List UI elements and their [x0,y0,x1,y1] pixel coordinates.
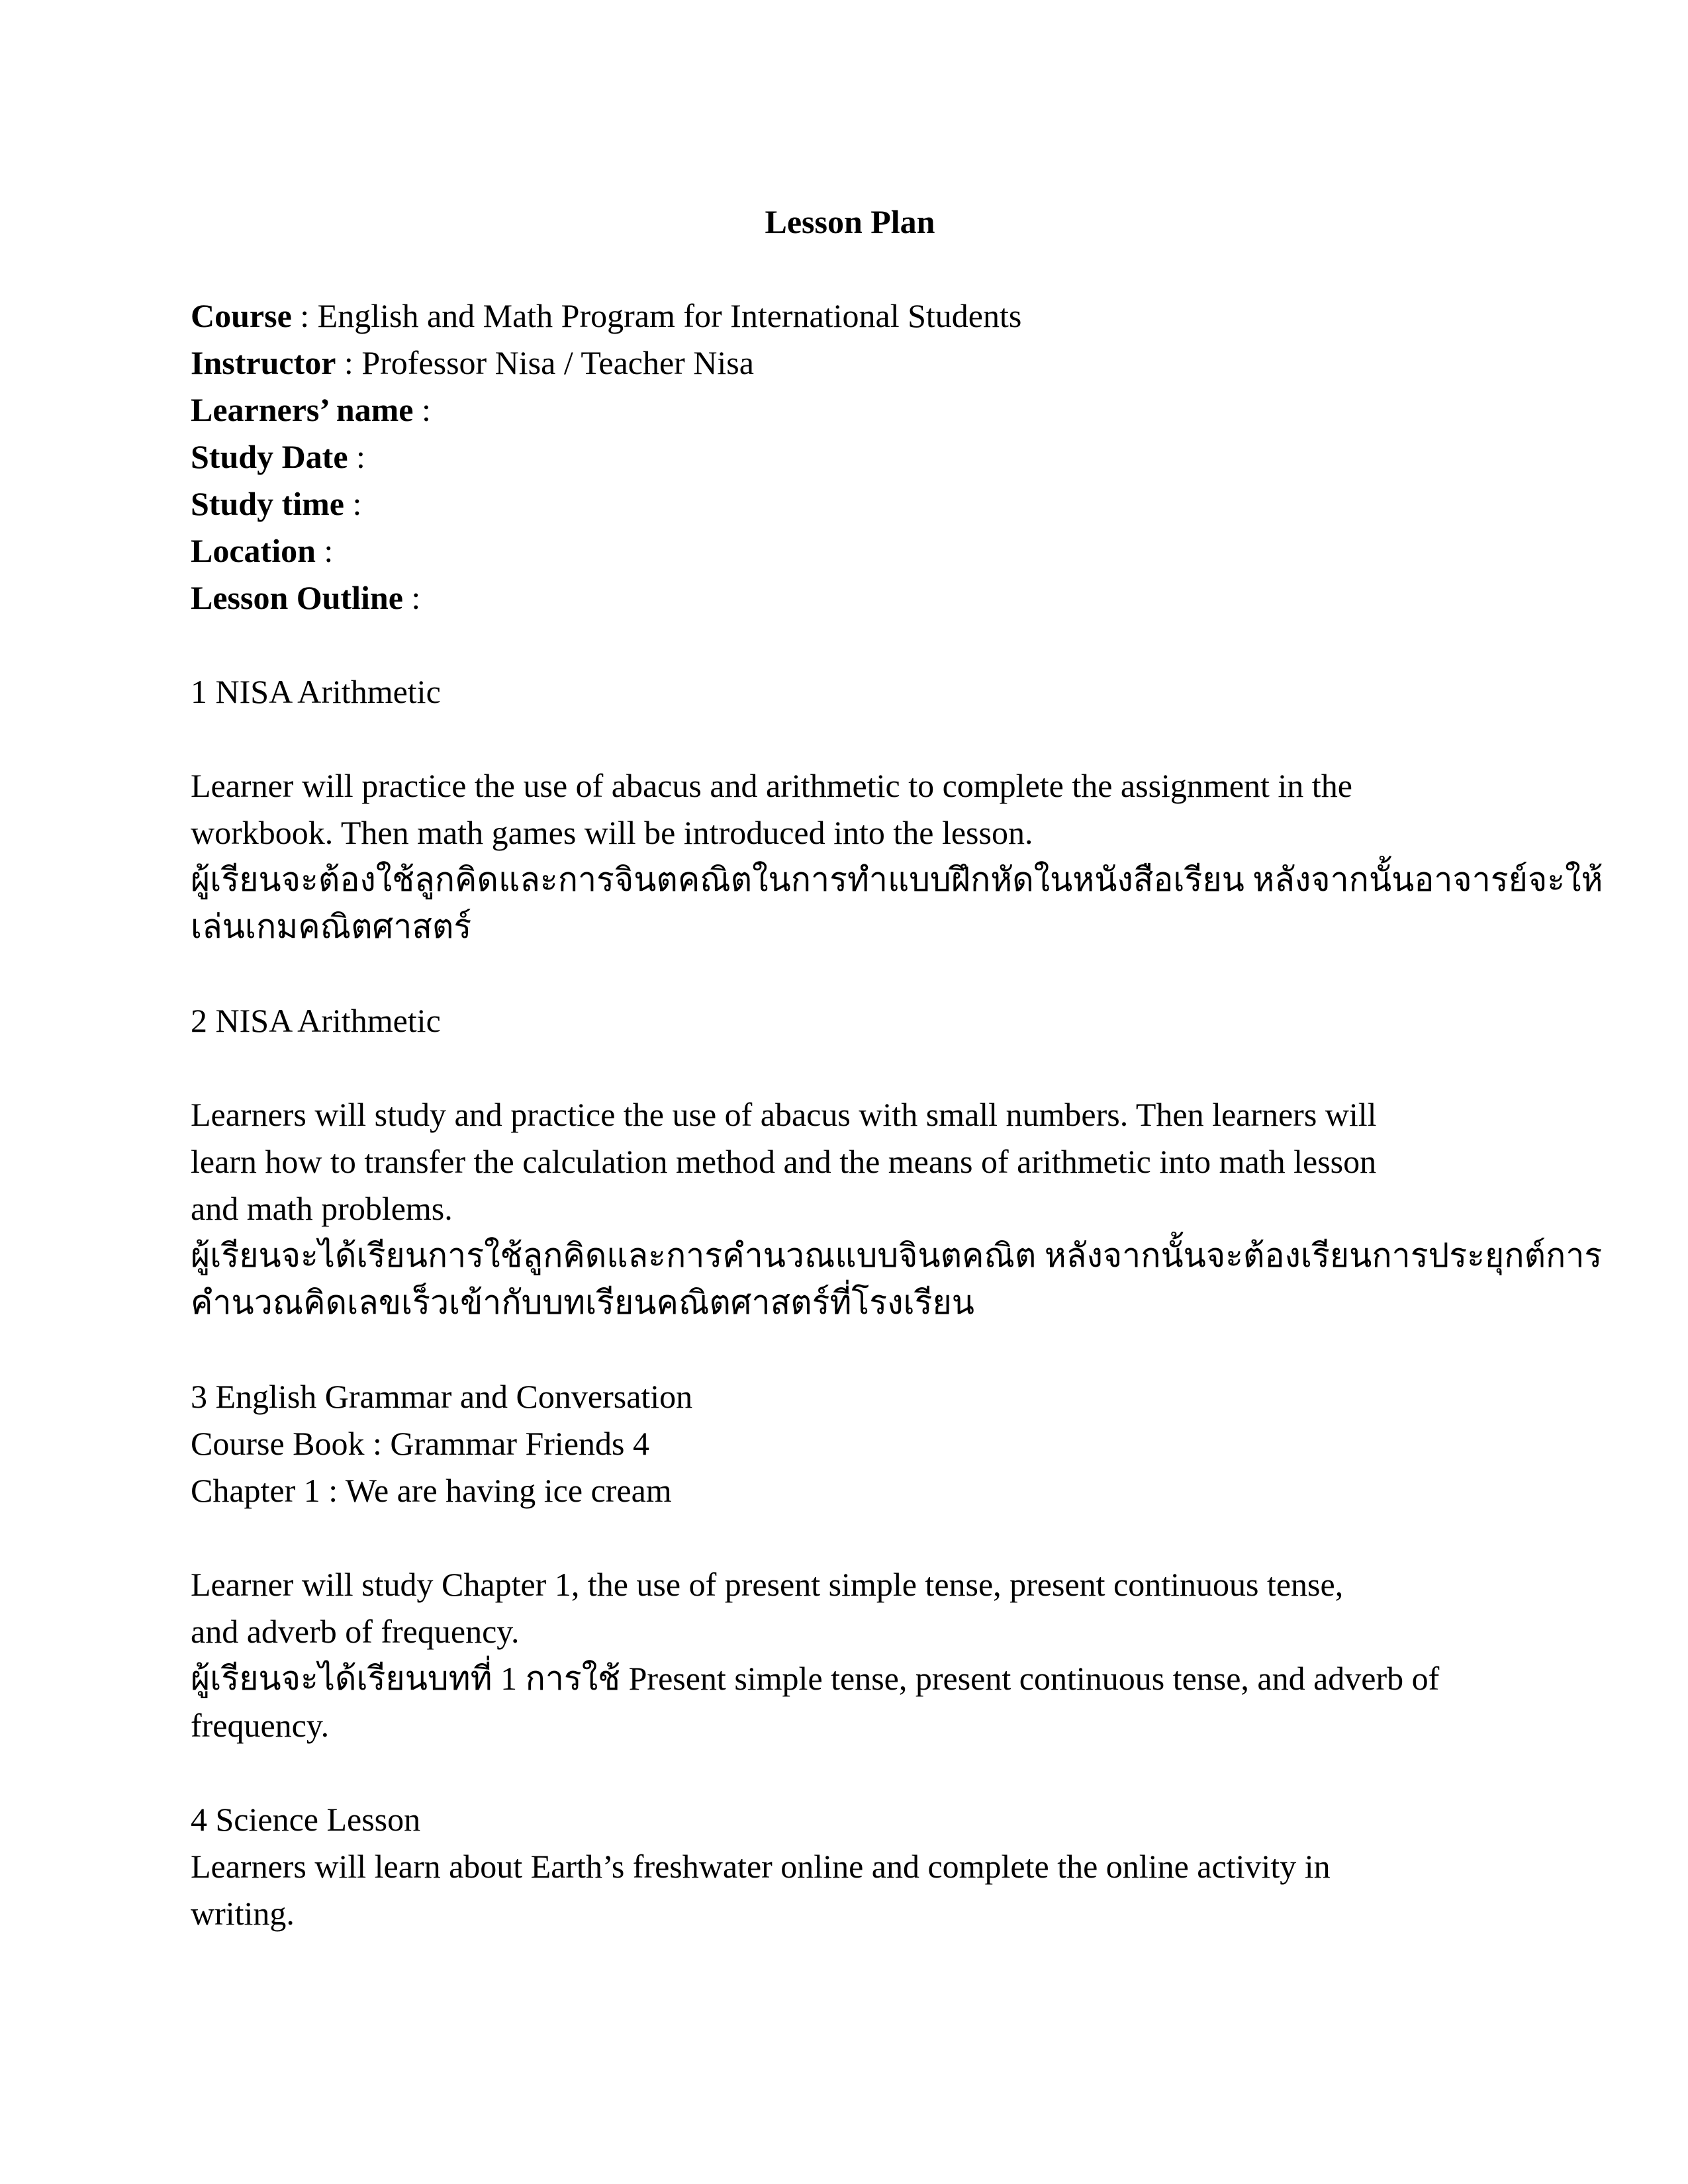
page-title: Lesson Plan [765,203,935,240]
blank-line [191,1044,1509,1091]
blank-line [191,1514,1509,1561]
section-2-body-line: learn how to transfer the calculation method and the means of arithmetic into math lesson [191,1143,1377,1180]
section-1-thai-line: ผู้เรียนจะต้องใช้ลูกคิดและการจินตคณิตในการทำแบบฝึกหัดในหนังสือเรียน หลังจากนั้นอาจารย์จะให้ [191,861,1603,898]
section-3-heading: 3 English Grammar and Conversation [191,1378,693,1415]
meta-label-study-date: Study Date [191,438,348,475]
meta-line-instructor [191,340,1509,387]
meta-value-course: : English and Math Program for International Students [291,297,1022,334]
meta-line-location [191,527,1509,574]
section-2-thai-line: คำนวณคิดเลขเร็วเข้ากับบทเรียนคณิตศาสตร์ที่โรงเรียน [191,1284,974,1321]
meta-label-location: Location [191,532,316,569]
section-3-body-line: Learner will study Chapter 1, the use of present simple tense, present continuous tense, [191,1566,1344,1603]
section-2-thai-line: ผู้เรียนจะได้เรียนการใช้ลูกคิดและการคำนวณแบบจินตคณิต หลังจากนั้นจะต้องเรียนการประยุกต์การ [191,1237,1603,1274]
blank-line [191,246,1509,293]
section-1-body-line: workbook. Then math games will be introduced into the lesson. [191,814,1033,851]
section-4-body-line: Learners will learn about Earth’s freshwater online and complete the online activity in [191,1848,1331,1885]
section-1-body-line: Learner will practice the use of abacus and arithmetic to complete the assignment in the [191,767,1352,804]
meta-line-course [191,293,1509,340]
meta-line-lesson-outline [191,574,1509,621]
meta-label-study-time: Study time [191,485,344,522]
section-3-thai-line: frequency. [191,1707,330,1744]
section-3-chapter-line: Chapter 1 : We are having ice cream [191,1472,672,1509]
meta-label-lesson-outline: Lesson Outline [191,579,403,616]
meta-line-learners-name [191,387,1509,433]
section-3-thai-line: ผู้เรียนจะได้เรียนบทที่ 1 การใช้ Present simple tense, present continuous tense, and adverb of [191,1660,1440,1697]
meta-value-lesson-outline: : [402,579,421,616]
meta-label-course: Course [191,297,292,334]
meta-label-learners-name: Learners’ name [191,391,414,428]
section-4-body-line: writing. [191,1895,295,1932]
blank-line [191,621,1509,668]
blank-line [191,715,1509,762]
section-2-heading: 2 NISA Arithmetic [191,1002,441,1039]
section-2-body-line: Learners will study and practice the use of abacus with small numbers. Then learners will [191,1096,1377,1133]
blank-line [191,1326,1509,1373]
blank-line [191,950,1509,997]
meta-line-study-time [191,480,1509,527]
meta-value-study-date: : [348,438,365,475]
section-3-body-line: and adverb of frequency. [191,1613,520,1650]
meta-value-instructor: : Professor Nisa / Teacher Nisa [336,344,754,381]
meta-value-study-time: : [344,485,362,522]
meta-value-location: : [315,532,334,569]
meta-value-learners-name: : [413,391,431,428]
section-3-course-book-line: Course Book : Grammar Friends 4 [191,1425,649,1462]
blank-line [191,1749,1509,1796]
section-2-body-line: and math problems. [191,1190,453,1227]
meta-label-instructor: Instructor [191,344,336,381]
section-1-thai-line: เล่นเกมคณิตศาสตร์ [191,908,472,945]
section-4-heading: 4 Science Lesson [191,1801,421,1838]
section-1-heading: 1 NISA Arithmetic [191,673,441,710]
meta-line-study-date [191,433,1509,480]
